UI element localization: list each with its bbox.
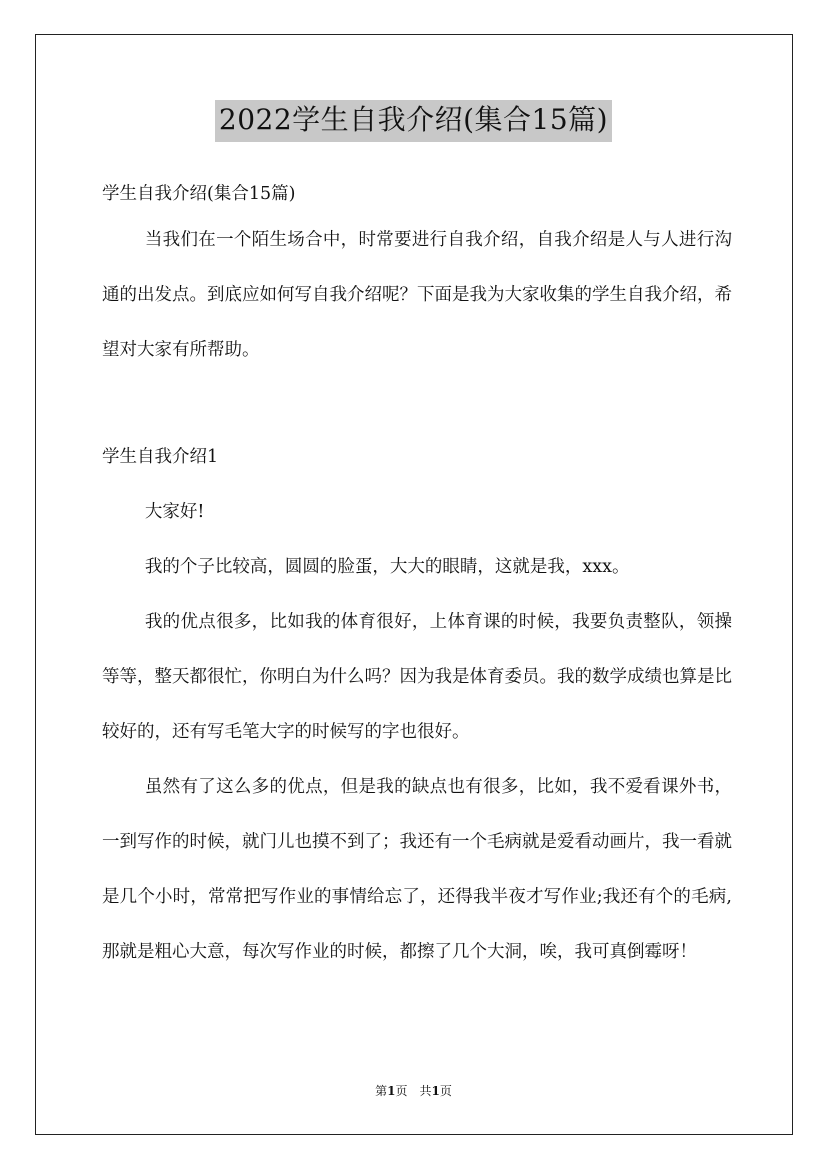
document-subtitle: 学生自我介绍(集合15篇) [102, 184, 296, 204]
section-heading: 学生自我介绍1 [102, 447, 219, 467]
page-footer [0, 1082, 827, 1100]
document-body [102, 175, 732, 980]
footer-prefix: 第 [375, 1084, 388, 1098]
intro-paragraph: 当我们在一个陌生场合中，时常要进行自我介绍，自我介绍是人与人进行沟通的出发点。到底应如何写自我介绍呢？下面是我为大家收集的学生自我介绍，希望对大家有所帮助。 [102, 230, 732, 360]
body-paragraph: 虽然有了这么多的优点，但是我的缺点也有很多，比如，我不爱看课外书，一到写作的时候，就门儿也摸不到了；我还有一个毛病就是爱看动画片，我一看就是几个小时，常常把写作业的事情给忘了，还得我半夜才写作业;我还有个的毛病,那就是粗心大意，每次写作业的时候，都擦了几个大洞，唉，我可真倒霉呀！ [102, 777, 732, 962]
footer-mid: 页 共 [395, 1084, 432, 1098]
body-paragraph: 我的优点很多，比如我的体育很好，上体育课的时候，我要负责整队，领操等等，整天都很忙，你明白为什么吗？因为我是体育委员。我的数学成绩也算是比较好的，还有写毛笔大字的时候写的字也很好。 [102, 612, 732, 742]
document-title: 2022学生自我介绍(集合15篇) [215, 100, 612, 142]
footer-page-number: 1 [387, 1084, 396, 1098]
title-container [0, 100, 827, 142]
footer-suffix: 页 [439, 1084, 452, 1098]
body-paragraph: 我的个子比较高，圆圆的脸蛋，大大的眼睛，这就是我，xxx。 [144, 557, 630, 577]
greeting-paragraph: 大家好! [144, 502, 205, 522]
footer-total-pages: 1 [431, 1084, 440, 1098]
